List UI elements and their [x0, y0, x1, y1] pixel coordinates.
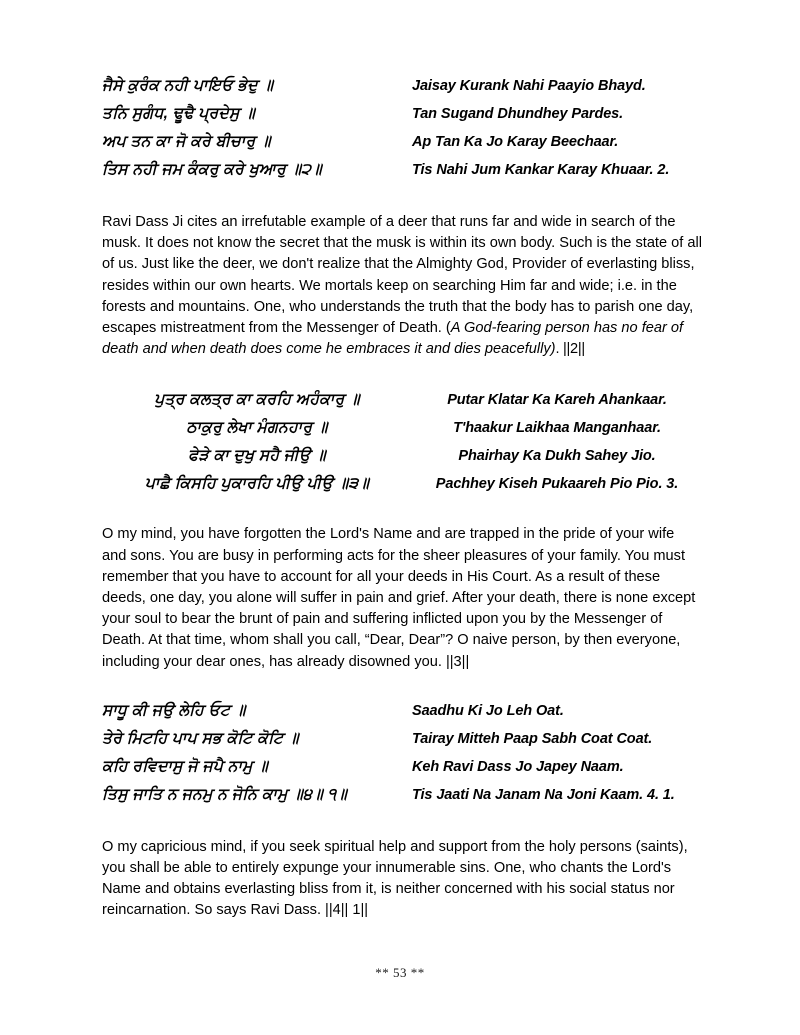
verse-4-transliteration-line-3: Keh Ravi Dass Jo Japey Naam.	[412, 758, 624, 775]
verse-3-transliteration-line-2: T'haakur Laikhaa Manganhaar.	[453, 420, 661, 437]
page-number-label: ** 53 **	[375, 965, 425, 980]
verse-2-transliteration-line-1: Jaisay Kurank Nahi Paayio Bhayd.	[412, 78, 646, 94]
verse-4-gurmukhi-line-1: ਸਾਧੂ ਕੀ ਜਉ ਲੇਹਿ ਓਟ ॥	[102, 701, 246, 719]
verse-3-gurmukhi-column	[102, 386, 412, 498]
page-footer	[0, 965, 800, 981]
verse-3-transliteration-line-1: Putar Klatar Ka Kareh Ahankaar.	[447, 392, 667, 409]
verse-3-gurmukhi-line-1: ਪੁਤ੍ਰ ਕਲਤ੍ਰ ਕਾ ਕਰਹਿ ਅਹੰਕਾਰੁ ॥	[154, 391, 360, 409]
verse-3-transliteration-line-3: Phairhay Ka Dukh Sahey Jio.	[458, 448, 656, 465]
verse-block-2	[102, 72, 702, 184]
page-content	[102, 0, 702, 922]
commentary-3-text: O my mind, you have forgotten the Lord's Name and are trapped in the pride of your wife and sons. You are busy in performing acts for the sheer pleasures of your family. You must remember that you have to account for all your deeds in His Court. As a result of these deeds, one day, you alone will suffer in pain and grief. After your death, there is none except your soul to bear the brunt of pain and suffering inflicted upon you by the Messenger of Death. At that time, whom shall you call, “Dear, Dear”? O naive person, by then everyone, including your dear ones, has already disowned you. ||3||	[102, 526, 696, 670]
verse-2-gurmukhi-line-3: ਅਪ ਤਨ ਕਾ ਜੋ ਕਰੇ ਬੀਚਾਰੁ ॥	[102, 133, 271, 150]
verse-4-transliteration-line-4: Tis Jaati Na Janam Na Joni Kaam. 4. 1.	[412, 786, 675, 803]
verse-2-transliteration-line-2: Tan Sugand Dhundhey Pardes.	[412, 106, 624, 122]
commentary-2-italic-text: A God-fearing person has no fear of death and when death does come he embraces it and dies peacefully)	[102, 320, 684, 358]
verse-2-gurmukhi-line-1: ਜੈਸੇ ਕੁਰੰਕ ਨਹੀ ਪਾਇਓ ਭੇਦੁ ॥	[102, 77, 274, 94]
verse-3-transliteration-line-4: Pachhey Kiseh Pukaareh Pio Pio. 3.	[435, 476, 679, 493]
commentary-4-text: O my capricious mind, if you seek spiritual help and support from the holy persons (saints), you shall be able to entirely expunge your innumerable sins. One, who chants the Lord's Name and obtains everlasting bliss from it, is neither concerned with his social status nor reincarnation. So says Ravi Dass. ||4|| 1||	[102, 838, 688, 919]
spacer-commentary3-verse4	[102, 673, 702, 697]
spacer-verse4-commentary4	[102, 809, 702, 837]
commentary-2-suffix: . ||2||	[555, 341, 585, 358]
verse-3-gurmukhi-line-3: ਫੇੜੇ ਕਾ ਦੁਖੁ ਸਹੈ ਜੀਉ ॥	[188, 447, 326, 465]
verse-3-gurmukhi-line-2: ਠਾਕੁਰੁ ਲੇਖਾ ਮੰਗਨਹਾਰੁ ॥	[186, 419, 328, 437]
verse-2-transliteration-line-4: Tis Nahi Jum Kankar Karay Khuaar. 2.	[412, 162, 670, 178]
verse-block-4	[102, 697, 702, 809]
commentary-2-text: Ravi Dass Ji cites an irrefutable example of a deer that runs far and wide in search of the musk. It does not know the secret that the musk is within its own body. Such is the state of all of us. Just like the deer, we don't realize that the Almighty God, Provider of everlasting bliss, resides within our own hearts. We mortals keep on searching Him far and wide; i.e. in the forests and mountains. One, who understands the truth that the body has to parish one day, escapes mistreatment from the Messenger of Death. (	[102, 214, 702, 337]
commentary-paragraph-2	[102, 212, 702, 360]
verse-4-transliteration-line-1: Saadhu Ki Jo Leh Oat.	[412, 702, 564, 719]
spacer-verse2-commentary2	[102, 184, 702, 212]
verse-3-transliteration-column	[412, 386, 702, 498]
verse-4-gurmukhi-line-4: ਤਿਸੁ ਜਾਤਿ ਨ ਜਨਮੁ ਨ ਜੋਨਿ ਕਾਮੁ ॥੪॥ ੧॥	[102, 785, 348, 803]
verse-block-3	[102, 386, 702, 498]
verse-3-gurmukhi-line-4: ਪਾਛੈ ਕਿਸਹਿ ਪੁਕਾਰਹਿ ਪੀਉ ਪੀਉ ॥੩॥	[144, 475, 370, 493]
verse-2-transliteration-column	[412, 72, 702, 184]
commentary-paragraph-4	[102, 837, 702, 922]
verse-2-transliteration-line-3: Ap Tan Ka Jo Karay Beechaar.	[412, 134, 619, 150]
verse-4-gurmukhi-line-3: ਕਹਿ ਰਵਿਦਾਸੁ ਜੋ ਜਪੈ ਨਾਮੁ ॥	[102, 757, 269, 775]
top-spacer	[102, 0, 702, 72]
verse-2-gurmukhi-line-4: ਤਿਸ ਨਹੀ ਜਮ ਕੰਕਰੁ ਕਰੇ ਖੁਆਰੁ ॥੨॥	[102, 161, 322, 178]
verse-4-gurmukhi-line-2: ਤੇਰੇ ਮਿਟਹਿ ਪਾਪ ਸਭ ਕੋਟਿ ਕੋਟਿ ॥	[102, 729, 299, 747]
verse-2-gurmukhi-line-2: ਤਨਿ ਸੁਗੰਧ, ਢੂਢੈ ਪ੍ਰਦੇਸੁ ॥	[102, 105, 255, 122]
verse-4-transliteration-line-2: Tairay Mitteh Paap Sabh Coat Coat.	[412, 730, 653, 747]
verse-4-transliteration-column	[412, 697, 702, 809]
spacer-commentary2-verse3	[102, 360, 702, 386]
commentary-paragraph-3	[102, 524, 702, 672]
verse-2-gurmukhi-column	[102, 72, 412, 184]
verse-4-gurmukhi-column	[102, 697, 412, 809]
spacer-verse3-commentary3	[102, 498, 702, 524]
